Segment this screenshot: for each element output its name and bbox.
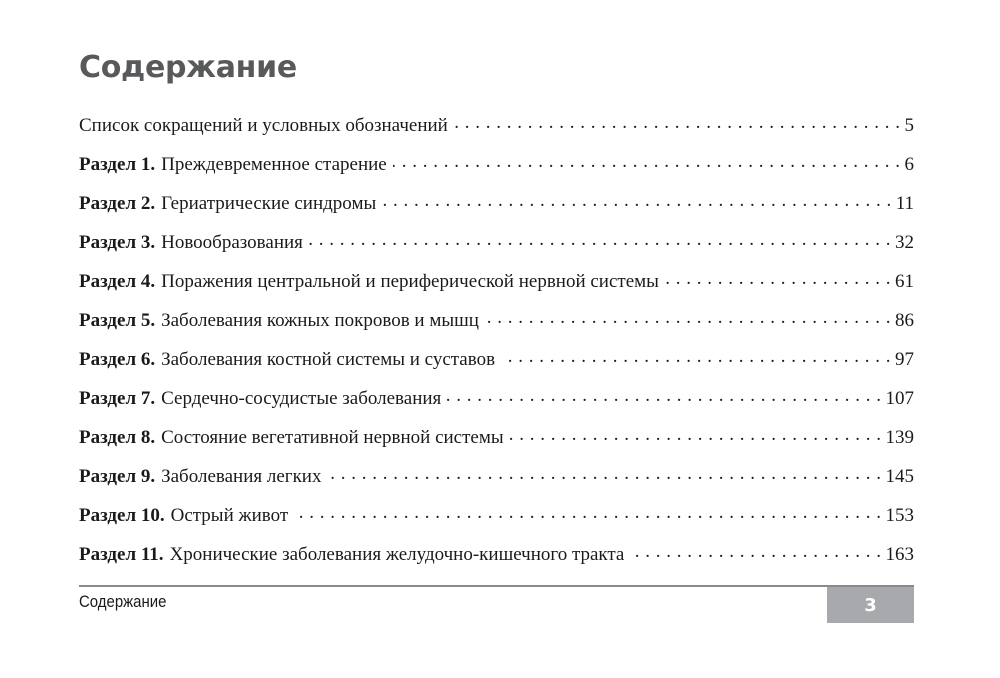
toc-entry-title: Новообразования [161, 232, 303, 253]
toc-leader-dots [382, 190, 891, 209]
toc-entry-title: Сердечно-сосудистые заболевания [161, 388, 442, 409]
toc-entry-section: Раздел 11. [79, 544, 164, 565]
toc-entry-title: Преждевременное старение [161, 154, 387, 175]
toc-entry-section-2[interactable] [79, 190, 914, 229]
toc-entry-section-4[interactable] [79, 268, 914, 307]
toc-leader-dots [327, 463, 881, 482]
toc-entry-title: Состояние вегетативной нервной системы [161, 427, 504, 448]
toc-entry-section: Раздел 9. [79, 466, 156, 487]
toc-entry-page: 86 [895, 310, 914, 331]
footer-running-title: Содержание [79, 592, 167, 611]
toc-entry-section: Раздел 8. [79, 427, 156, 448]
toc-entry-page: 97 [895, 349, 914, 370]
toc-entry-page: 145 [885, 466, 914, 487]
toc-entry-title: Гериатрические синдромы [161, 193, 377, 214]
toc-entry-title: Заболевания кожных покровов и мышц [161, 310, 479, 331]
toc-entry-page: 153 [885, 505, 914, 526]
toc-leader-dots [447, 385, 881, 404]
toc-entry-page: 11 [895, 193, 914, 214]
table-of-contents [79, 112, 914, 580]
toc-leader-dots [393, 151, 901, 170]
toc-entry-section: Раздел 5. [79, 310, 156, 331]
toc-entry-section-3[interactable] [79, 229, 914, 268]
toc-entry-abbreviations[interactable] [79, 112, 914, 151]
toc-entry-page: 107 [885, 388, 914, 409]
toc-leader-dots [294, 502, 881, 521]
toc-leader-dots [485, 307, 891, 326]
toc-entry-page: 139 [885, 427, 914, 448]
toc-entry-page: 163 [885, 544, 914, 565]
toc-entry-section-10[interactable] [79, 502, 914, 541]
toc-entry-title: Острый живот [170, 505, 289, 526]
toc-entry-section-5[interactable] [79, 307, 914, 346]
footer-divider [79, 585, 914, 587]
toc-entry-section: Раздел 4. [79, 271, 156, 292]
toc-entry-section-7[interactable] [79, 385, 914, 424]
toc-leader-dots [665, 268, 891, 287]
toc-entry-page: 5 [904, 115, 914, 136]
toc-leader-dots [454, 112, 901, 131]
toc-entry-section-11[interactable] [79, 541, 914, 580]
toc-entry-title: Поражения центральной и периферической нервной системы [161, 271, 659, 292]
toc-entry-title: Заболевания костной системы и суставов [161, 349, 496, 370]
toc-leader-dots [309, 229, 891, 248]
toc-entry-title: Заболевания легких [161, 466, 322, 487]
toc-entry-page: 61 [895, 271, 914, 292]
page-title: Содержание [79, 50, 297, 85]
toc-entry-section-9[interactable] [79, 463, 914, 502]
toc-entry-section: Раздел 10. [79, 505, 165, 526]
footer-page-number: 3 [827, 587, 914, 623]
toc-entry-page: 32 [895, 232, 914, 253]
toc-entry-section: Раздел 3. [79, 232, 156, 253]
toc-entry-section: Раздел 2. [79, 193, 156, 214]
toc-entry-title: Список сокращений и условных обозначений [79, 115, 448, 136]
toc-entry-section: Раздел 7. [79, 388, 156, 409]
toc-entry-title: Хронические заболевания желудочно-кишечного тракта [169, 544, 625, 565]
toc-entry-section: Раздел 1. [79, 154, 156, 175]
toc-leader-dots [510, 424, 882, 443]
toc-leader-dots [501, 346, 891, 365]
toc-entry-section-1[interactable] [79, 151, 914, 190]
toc-entry-section-6[interactable] [79, 346, 914, 385]
toc-leader-dots [630, 541, 881, 560]
toc-entry-section-8[interactable] [79, 424, 914, 463]
toc-entry-page: 6 [904, 154, 914, 175]
toc-entry-section: Раздел 6. [79, 349, 156, 370]
